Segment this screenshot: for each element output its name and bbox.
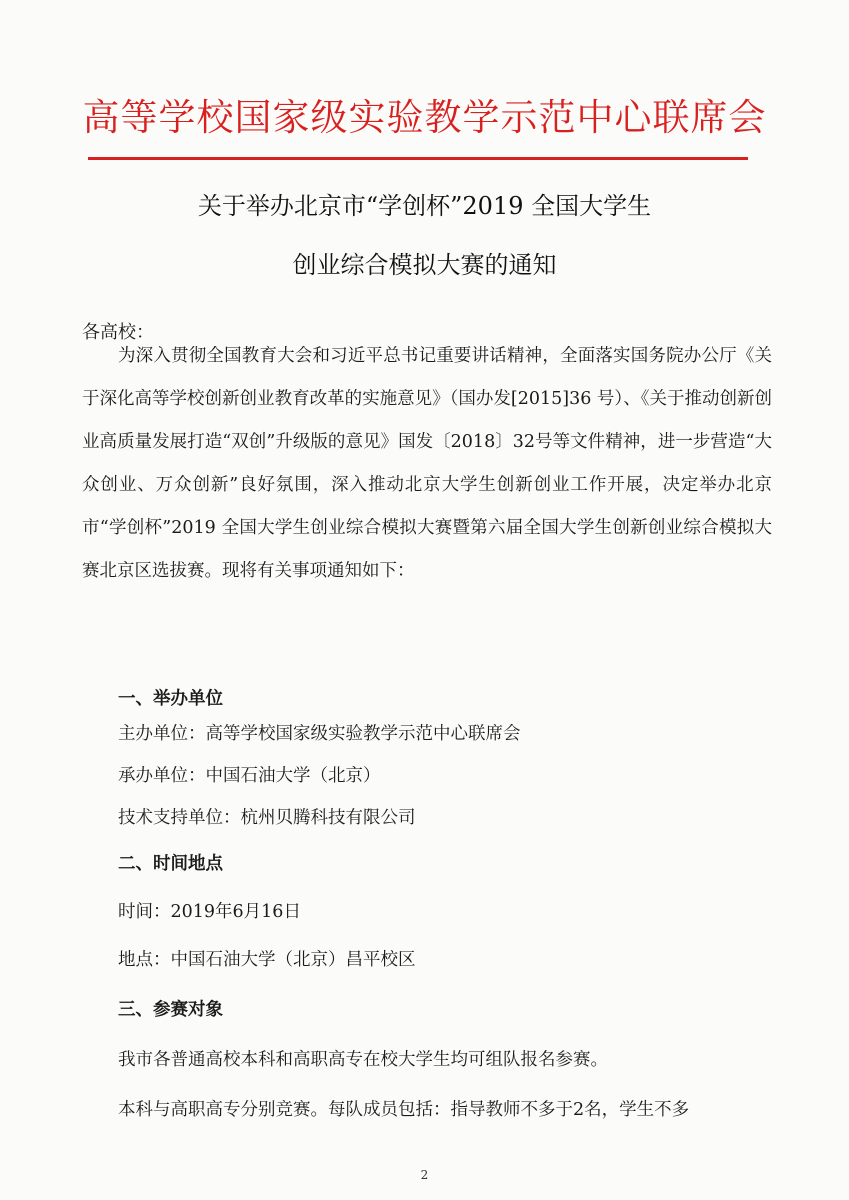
event-place: 地点：中国石油大学（北京）昌平校区: [118, 950, 416, 970]
organizer-unit: 承办单位：中国石油大学（北京）: [118, 766, 381, 786]
letterhead-title: 高等学校国家级实验教学示范中心联席会: [82, 96, 767, 139]
intro-paragraph: 为深入贯彻全国教育大会和习近平总书记重要讲话精神，全面落实国务院办公厅《关于深化高等学校创新创业教育改革的实施意见》（国办发[2015]36 号）、《关于推动创新创业高质量发展打造“双创”升级版的意见》国发〔2018〕32号等文件精神，进一步营造“大众创业、万众创新”良好氛围，深入推动北京大学生创新创业工作开展，决定举办北京市“学创杯”2019 全国大学生创业综合模拟大赛暨第六届全国大学生创新创业综合模拟大赛北京区选拔赛。现将有关事项通知如下：: [82, 346, 772, 581]
tech-support-unit: 技术支持单位：杭州贝腾科技有限公司: [118, 808, 416, 828]
letterhead-red-rule: [88, 157, 748, 160]
host-unit: 主办单位：高等学校国家级实验教学示范中心联席会: [118, 724, 521, 744]
section-3-heading: 三、参赛对象: [118, 1000, 223, 1020]
participants-line-2: 本科与高职高专分别竞赛。每队成员包括：指导教师不多于2名，学生不多: [118, 1100, 690, 1120]
page-number: 2: [420, 1168, 429, 1182]
notice-title-line-2: 创业综合模拟大赛的通知: [292, 251, 557, 279]
notice-title-line-1: 关于举办北京市“学创杯”2019 全国大学生: [197, 192, 652, 220]
event-time: 时间：2019年6月16日: [118, 902, 301, 922]
section-1-heading: 一、举办单位: [118, 689, 223, 709]
participants-line-1: 我市各普通高校本科和高职高专在校大学生均可组队报名参赛。: [118, 1050, 608, 1070]
section-2-heading: 二、时间地点: [118, 854, 223, 874]
salutation: 各高校：: [82, 322, 154, 343]
